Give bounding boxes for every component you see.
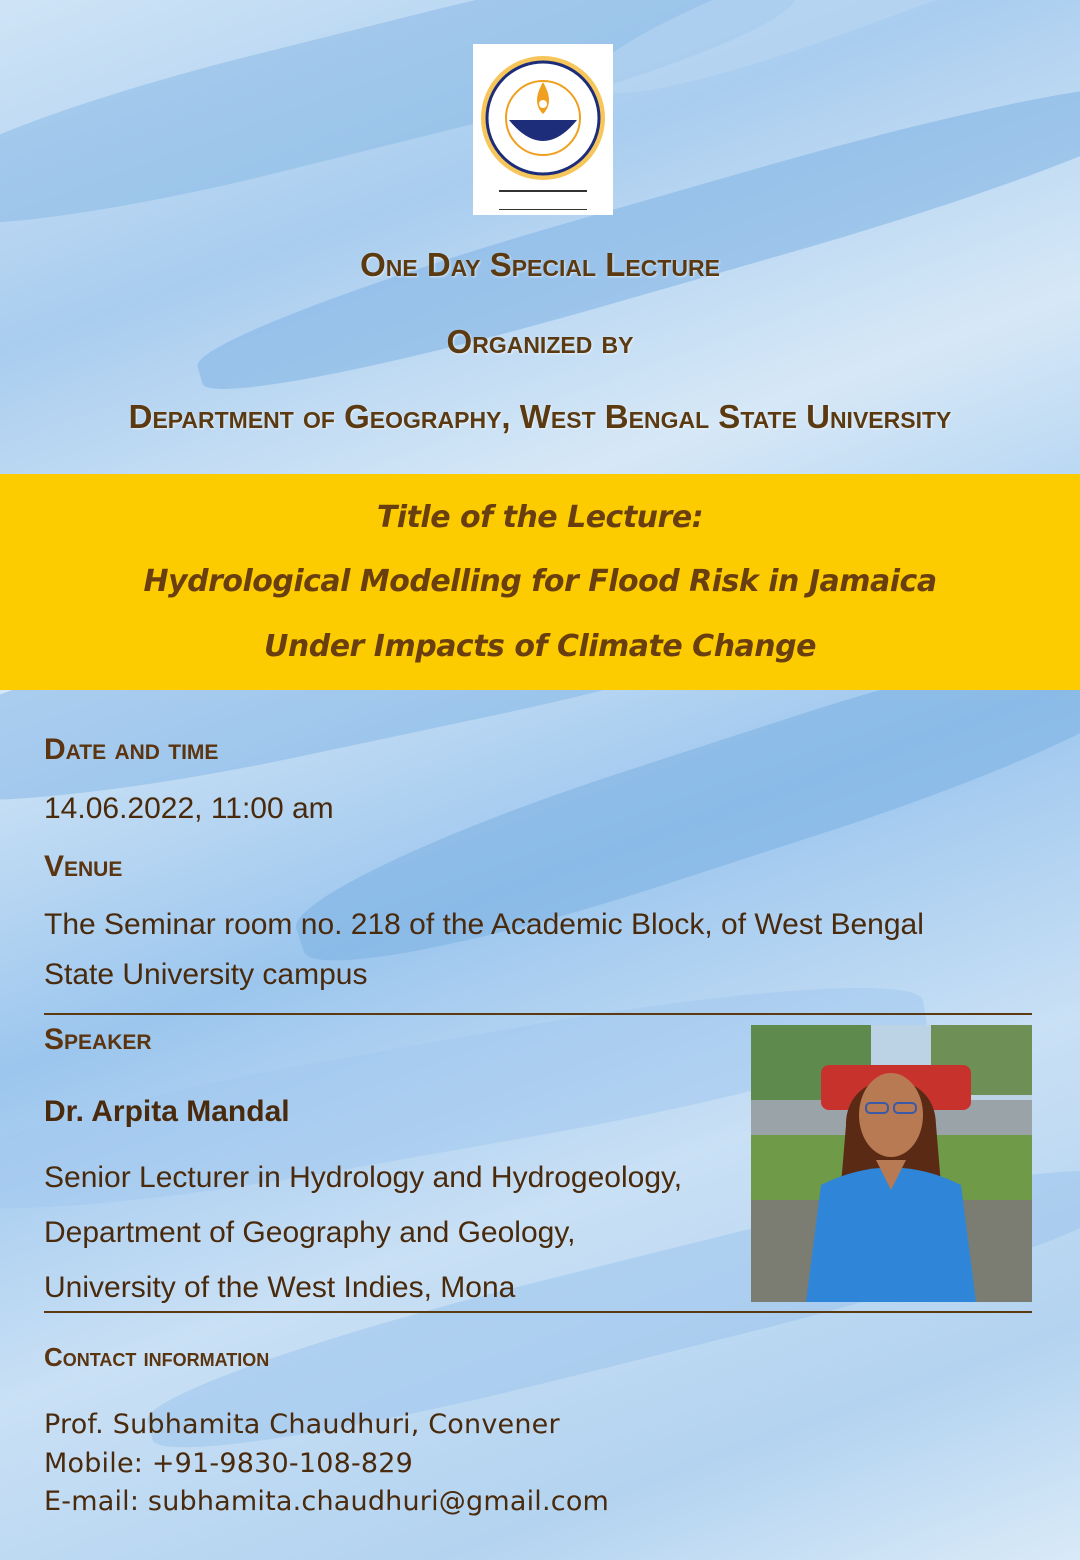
date-value: 14.06.2022, 11:00 am (44, 792, 334, 825)
venue-line1: The Seminar room no. 218 of the Academic Block, of West Bengal (44, 908, 924, 941)
venue-line2: State University campus (44, 958, 368, 991)
lecture-title-line1: Hydrological Modelling for Flood Risk in Jamaica (143, 564, 937, 599)
lecture-title-label: Title of the Lecture: (376, 500, 704, 535)
contact-email[interactable]: E-mail: subhamita.chaudhuri@gmail.com (44, 1486, 610, 1517)
event-type-heading: One Day Special Lecture (360, 246, 720, 283)
contact-label: Contact information (44, 1342, 270, 1372)
organized-by-heading: Organized by (446, 323, 634, 360)
speaker-institution: University of the West Indies, Mona (44, 1271, 516, 1304)
university-logo (473, 44, 613, 215)
speaker-role: Senior Lecturer in Hydrology and Hydrogeology, (44, 1161, 683, 1194)
date-label: Date and time (44, 733, 219, 766)
speaker-label: Speaker (44, 1023, 152, 1056)
contact-person: Prof. Subhamita Chaudhuri, Convener (44, 1409, 560, 1440)
lecture-title-line2: Under Impacts of Climate Change (264, 629, 816, 664)
contact-mobile[interactable]: Mobile: +91-9830-108-829 (44, 1448, 414, 1479)
department-heading: Department of Geography, West Bengal State University (128, 398, 952, 435)
lecture-title-band (0, 474, 1080, 690)
venue-label: Venue (44, 850, 123, 883)
divider-top (44, 1013, 1032, 1015)
divider-bottom (44, 1311, 1032, 1313)
speaker-department: Department of Geography and Geology, (44, 1216, 576, 1249)
speaker-photo (751, 1025, 1032, 1302)
speaker-name: Dr. Arpita Mandal (44, 1095, 290, 1128)
university-emblem-icon (473, 44, 613, 215)
